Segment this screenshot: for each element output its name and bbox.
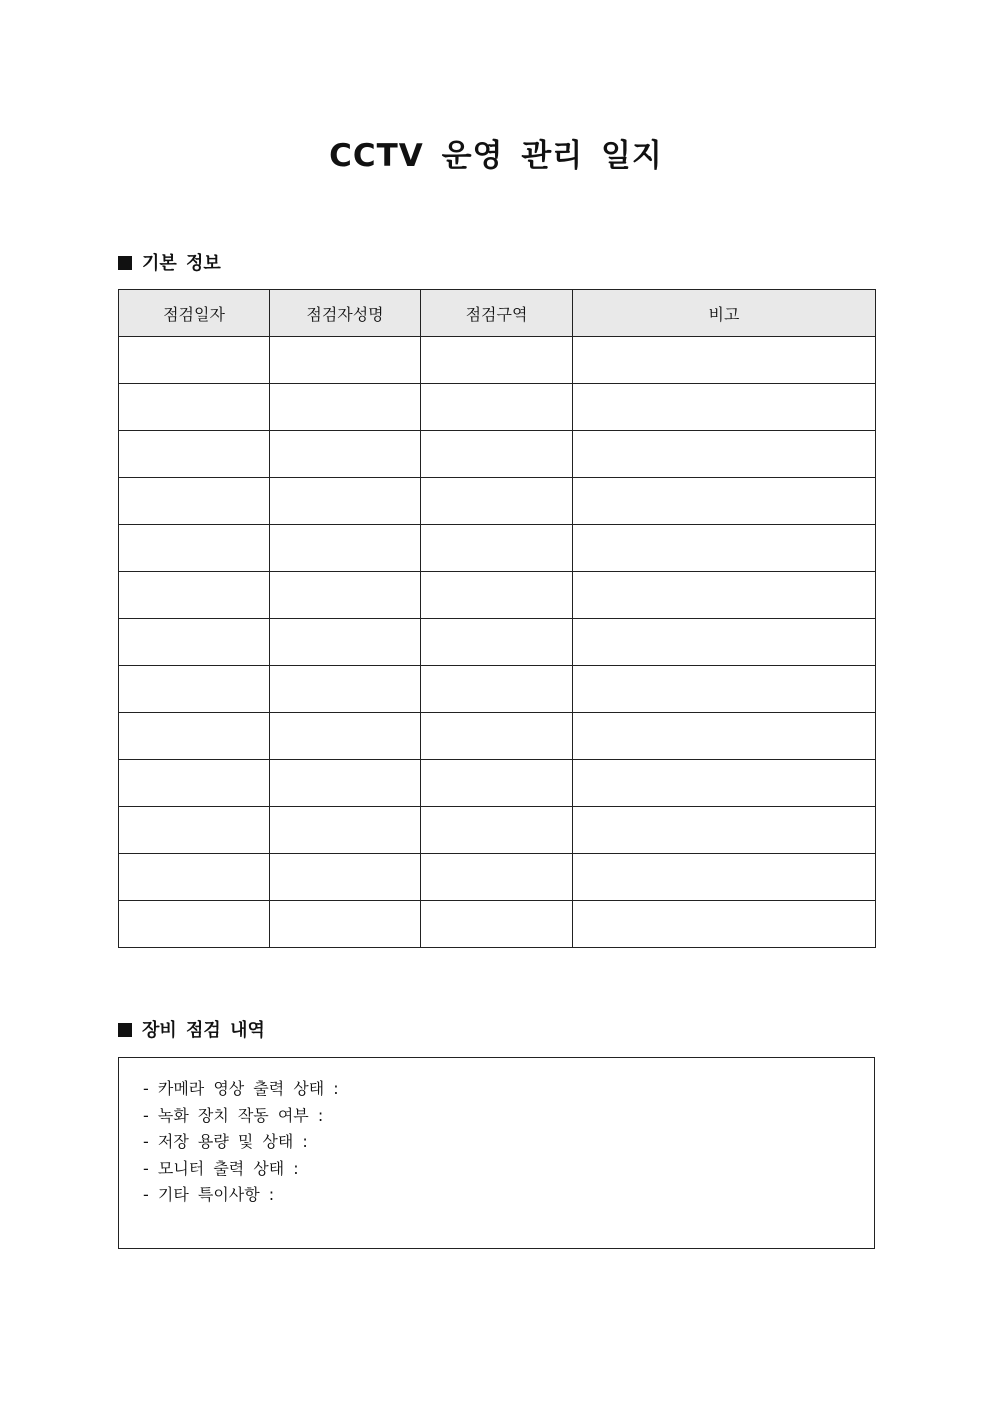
inspector-name-cell[interactable] [270,431,421,478]
basic-info-heading [118,251,221,277]
inspection-area-cell[interactable] [421,901,573,948]
inspection-area-cell[interactable] [421,713,573,760]
inspector-name-cell[interactable] [270,619,421,666]
table-row [119,901,876,948]
remarks-cell[interactable] [573,478,876,525]
inspection-area-cell[interactable] [421,854,573,901]
inspection-date-cell[interactable] [119,713,270,760]
remarks-cell[interactable] [573,384,876,431]
remarks-cell[interactable] [573,666,876,713]
column-header-inspection-date: 점검일자 [119,290,270,337]
inspector-name-cell[interactable] [270,854,421,901]
table-row [119,525,876,572]
remarks-cell[interactable] [573,431,876,478]
equipment-item-monitor-output: - 모니터 출력 상태 : [143,1158,299,1178]
equipment-item-recorder-operation: - 녹화 장치 작동 여부 : [143,1105,324,1125]
inspection-area-cell[interactable] [421,337,573,384]
inspection-date-cell[interactable] [119,901,270,948]
remarks-cell[interactable] [573,525,876,572]
remarks-cell[interactable] [573,619,876,666]
column-header-remarks: 비고 [573,290,876,337]
inspection-area-cell[interactable] [421,619,573,666]
inspector-name-cell[interactable] [270,666,421,713]
inspection-area-cell[interactable] [421,384,573,431]
inspection-date-cell[interactable] [119,619,270,666]
equipment-check-heading-label: 장비 점검 내역 [142,1020,265,1041]
table-row [119,384,876,431]
basic-info-table-body [119,337,876,948]
inspector-name-cell[interactable] [270,760,421,807]
table-row [119,619,876,666]
table-row [119,572,876,619]
inspection-date-cell[interactable] [119,525,270,572]
inspection-date-cell[interactable] [119,431,270,478]
remarks-cell[interactable] [573,337,876,384]
inspector-name-cell[interactable] [270,384,421,431]
inspector-name-cell[interactable] [270,901,421,948]
table-row [119,807,876,854]
remarks-cell[interactable] [573,854,876,901]
inspector-name-cell[interactable] [270,572,421,619]
inspector-name-cell[interactable] [270,337,421,384]
inspection-area-cell[interactable] [421,525,573,572]
equipment-item-camera-output: - 카메라 영상 출력 상태 : [143,1079,339,1098]
table-row [119,431,876,478]
remarks-cell[interactable] [573,760,876,807]
page-title: CCTV 운영 관리 일지 [329,138,663,174]
table-row [119,760,876,807]
square-bullet-icon [118,1023,132,1037]
inspection-date-cell[interactable] [119,854,270,901]
inspection-date-cell[interactable] [119,384,270,431]
inspector-name-cell[interactable] [270,807,421,854]
inspection-date-cell[interactable] [119,807,270,854]
equipment-check-box [118,1057,875,1249]
table-row [119,854,876,901]
table-row [119,666,876,713]
inspection-date-cell[interactable] [119,760,270,807]
table-row [119,713,876,760]
inspection-area-cell[interactable] [421,807,573,854]
inspection-area-cell[interactable] [421,478,573,525]
inspection-area-cell[interactable] [421,431,573,478]
inspector-name-cell[interactable] [270,713,421,760]
inspector-name-cell[interactable] [270,525,421,572]
inspection-area-cell[interactable] [421,666,573,713]
inspection-area-cell[interactable] [421,572,573,619]
remarks-cell[interactable] [573,713,876,760]
basic-info-table [118,289,876,948]
inspection-area-cell[interactable] [421,760,573,807]
basic-info-heading-label: 기본 정보 [142,253,221,274]
equipment-check-heading [118,1018,265,1044]
remarks-cell[interactable] [573,572,876,619]
inspection-date-cell[interactable] [119,478,270,525]
equipment-item-other-notes: - 기타 특이사항 : [143,1185,275,1204]
equipment-check-list [119,1058,874,1209]
inspection-date-cell[interactable] [119,572,270,619]
remarks-cell[interactable] [573,807,876,854]
column-header-inspection-area: 점검구역 [421,290,573,337]
inspector-name-cell[interactable] [270,478,421,525]
table-header-row [119,290,876,337]
table-row [119,478,876,525]
square-bullet-icon [118,256,132,270]
column-header-inspector-name: 점검자성명 [270,290,421,337]
table-row [119,337,876,384]
equipment-item-storage-status: - 저장 용량 및 상태 : [143,1132,308,1151]
inspection-date-cell[interactable] [119,666,270,713]
inspection-date-cell[interactable] [119,337,270,384]
remarks-cell[interactable] [573,901,876,948]
